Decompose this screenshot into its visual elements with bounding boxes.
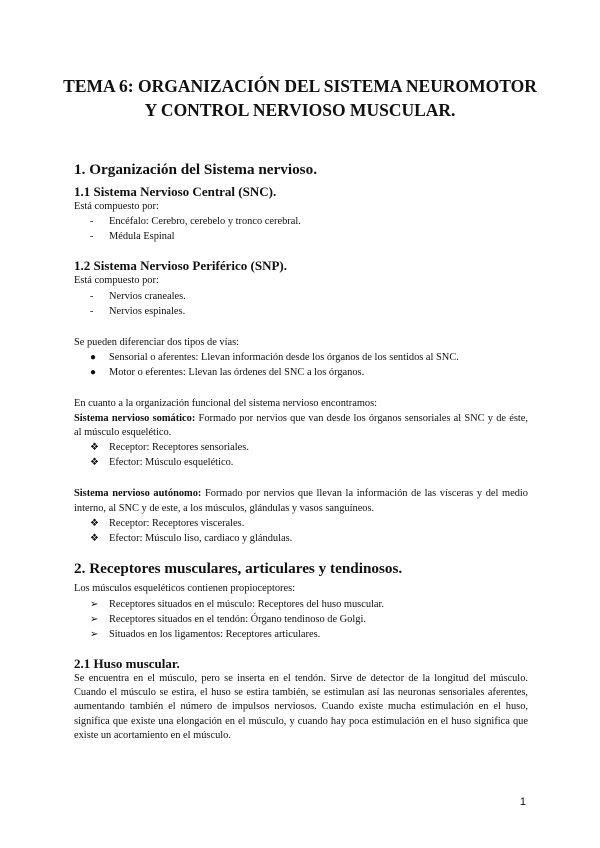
- section-2-heading: 2. Receptores musculares, articulares y tendinosos.: [74, 560, 403, 578]
- list-item: [74, 516, 528, 531]
- document-title: TEMA 6: ORGANIZACIÓN DEL SISTEMA NEUROMOTOR Y CONTROL NERVIOSO MUSCULAR.: [63, 76, 537, 120]
- dash-marker: -: [90, 231, 94, 243]
- arrow-bullet-icon: ➢: [90, 613, 99, 625]
- dash-marker: -: [90, 290, 94, 302]
- document-body: [74, 160, 528, 744]
- list-item: [74, 229, 528, 244]
- somatico-label: Sistema nervioso somático:: [74, 412, 196, 424]
- vias-intro: Se pueden diferenciar dos tipos de vías:: [74, 336, 240, 348]
- funcional-intro: En cuanto a la organización funcional del sistema nervioso encontramos:: [74, 398, 378, 410]
- propioceptores-list: [74, 597, 528, 642]
- snc-list: [74, 214, 528, 244]
- bullet-icon: ●: [90, 352, 97, 364]
- section-2-intro: Los músculos esqueléticos contienen propioceptores:: [74, 583, 296, 595]
- autonomo-label: Sistema nervioso autónomo:: [74, 488, 202, 500]
- diamond-bullet-icon: ❖: [90, 533, 99, 545]
- list-item-text: Receptores situados en el músculo: Receptores del huso muscular.: [109, 598, 384, 610]
- diamond-bullet-icon: ❖: [90, 457, 99, 469]
- section-1-2-heading: 1.2 Sistema Nervioso Periférico (SNP).: [74, 258, 287, 274]
- section-2-1-heading: 2.1 Huso muscular.: [74, 655, 180, 671]
- arrow-bullet-icon: ➢: [90, 628, 99, 640]
- arrow-bullet-icon: ➢: [90, 598, 99, 610]
- huso-paragraph: Se encuentra en el músculo, pero se inserta en el tendón. Sirve de detector de la longitud del músculo. Cuando el músculo se estira, el huso se estira también, se estimulan así las neuronas sensoriales aferentes, aumentando también el número de impulsos nerviosos. Cuando existe mucha estimulación en el huso, significa que existe una elongación en el músculo, y cuando hay poca estimulación en el huso significa que existe un acortamiento en el músculo.: [74, 672, 528, 742]
- list-item-text: Médula Espinal: [109, 231, 175, 243]
- list-item-text: Efector: Músculo esquelético.: [109, 457, 234, 469]
- list-item: [74, 289, 528, 304]
- list-item-text: Nervios craneales.: [109, 290, 186, 302]
- snp-intro: Está compuesto por:: [74, 275, 159, 287]
- diamond-bullet-icon: ❖: [90, 518, 99, 530]
- snc-intro: Está compuesto por:: [74, 201, 159, 212]
- dash-marker: -: [90, 305, 94, 317]
- autonomo-paragraph: [74, 487, 528, 516]
- autonomo-text: Formado por nervios que llevan la información de las vísceras y del medio interno, al SNC y de este, a los músculos, glándulas y vasos sanguíneos.: [74, 488, 529, 514]
- list-item: [74, 455, 528, 470]
- snp-list: [74, 289, 528, 319]
- list-item: [74, 627, 528, 642]
- list-item: [74, 597, 528, 612]
- dash-marker: -: [90, 216, 94, 228]
- list-item: [74, 365, 528, 380]
- somatico-paragraph: [74, 412, 528, 441]
- list-item: [74, 531, 528, 546]
- somatico-list: [74, 440, 528, 470]
- list-item: [74, 214, 528, 229]
- vias-list: [74, 350, 528, 380]
- somatico-text: Formado por nervios que van desde los órganos sensoriales al SNC y de éste, al músculo esquelético.: [74, 412, 528, 439]
- list-item-text: Receptor: Receptores sensoriales.: [109, 442, 249, 454]
- list-item: [74, 612, 528, 627]
- list-item-text: Encéfalo: Cerebro, cerebelo y tronco cerebral.: [109, 216, 301, 228]
- autonomo-list: [74, 516, 528, 546]
- diamond-bullet-icon: ❖: [90, 442, 99, 454]
- list-item-text: Motor o eferentes: Llevan las órdenes del SNC a los órganos.: [109, 367, 365, 379]
- list-item-text: Nervios espinales.: [109, 305, 186, 317]
- section-1-1-heading: 1.1 Sistema Nervioso Central (SNC).: [74, 184, 277, 199]
- list-item-text: Situados en los ligamentos: Receptores articulares.: [109, 628, 321, 640]
- page-number: 1: [519, 796, 526, 808]
- list-item-text: Receptor: Receptores viscerales.: [109, 518, 245, 530]
- list-item: [74, 304, 528, 319]
- list-item: [74, 350, 528, 365]
- list-item-text: Receptores situados en el tendón: Órgano tendinoso de Golgi.: [109, 613, 366, 625]
- section-1-heading: 1. Organización del Sistema nervioso.: [74, 161, 317, 178]
- bullet-icon: ●: [90, 367, 97, 379]
- list-item-text: Sensorial o aferentes: Llevan información desde los órganos de los sentidos al SNC.: [109, 352, 459, 364]
- list-item-text: Efector: Músculo liso, cardiaco y glándulas.: [109, 533, 293, 545]
- list-item: [74, 440, 528, 455]
